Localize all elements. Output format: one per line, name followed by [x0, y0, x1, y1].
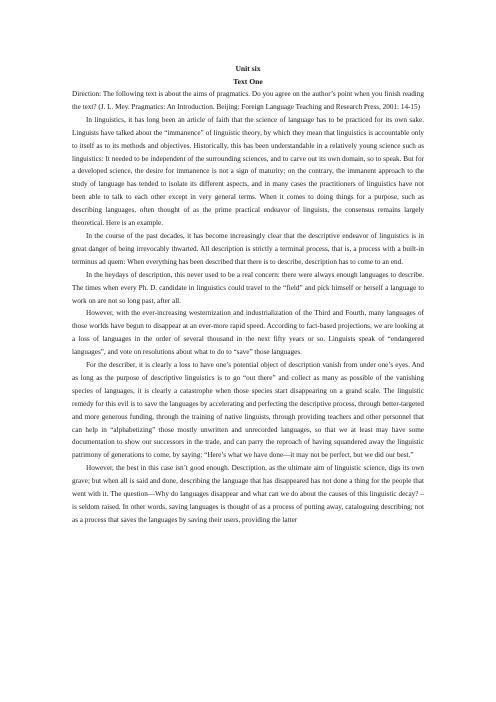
direction-paragraph: Direction: The following text is about the aims of pragmatics. Do you agree on the author’s point when you finish reading the text? (J. L. Mey. Pragmatics: An Introduction. Beijing: Foreign Language Teaching and Research Press, 2001: 14-15) — [72, 90, 424, 111]
body-paragraph-1: In linguistics, it has long been an article of faith that the science of language has to be practiced for its own sake. Linguists have talked about the “immanence” of linguistic theory, by which they mean that linguistics is accountable only to itself as to its methods and objectives. Historically, this has been understandable in a relatively young science such as linguistics: It needed to be independent of the surrounding sciences, and to carve out its own domain, so to speak. But for a developed science, the desire for immanence is not a sign of maturity; on the contrary, the immanent approach to the study of language has tended to isolate its different aspects, and in many cases the practitioners of linguistics have not been able to talk to each other except in very general terms. When it comes to doing things for a purpose, such as describing languages, often thought of as the prime practical endeavor of linguists, the consensus remains largely theoretical. Here is an example. — [72, 115, 424, 228]
unit-title: Unit six — [235, 64, 261, 73]
body-paragraph-6: However, the best in this case isn’t good enough. Description, as the ultimate aim of linguistic science, digs its own grave; but when all is said and done, describing the language that has disappeared has not done a thing for the people that went with it. The question—Why do languages disappear and what can we do about the causes of this linguistic decay? –is seldom raised. In other words, saving languages is thought of as a process of putting away, cataloguing describing; not as a process that saves the languages by saving their users, providing the latter — [72, 464, 424, 524]
text-title: Text One — [233, 77, 263, 86]
body-paragraph-4: However, with the ever-increasing westernization and industrialization of the Third and Fourth, many languages of those worlds have begun to disappear at an ever-more rapid speed. According to fact-based projections, we are looking at a loss of languages in the order of several thousand in the next fifty years or so. Linguists speak of “endangered languages”, and vote on resolutions about what to do to “save” those languages. — [72, 309, 424, 357]
body-paragraph-3: In the heydays of description, this never used to be a real concern: there were always enough languages to describe. The times when every Ph. D. candidate in linguistics could travel to the “field” and pick himself or herself a language to work on are not so long past, after all. — [72, 270, 424, 305]
body-paragraph-2: In the course of the past decades, it has become increasingly clear that the descriptive endeavor of linguistics is in great danger of being irrevocably thwarted. All description is strictly a terminal process, that is, a process with a built-in terminus ad quem: When everything has been described that there is to describe, description has to come to an end. — [72, 231, 424, 266]
body-paragraph-5: For the describer, it is clearly a loss to have one’s potential object of description vanish from under one’s eyes. And as long as the purpose of descriptive linguistics is to go “out there” and collect as many as possible of the vanishing species of languages, it is clearly a catastrophe when those species start disappearing on a grand scale. The linguistic remedy for this evil is to save the languages by accelerating and perfecting the descriptive process, through better-targeted and more generous funding, through the training of native linguists, through providing teachers and other personnel that can help in “alphabetizing” those mostly unwritten and unrecorded languages, so that we at least may have some documentation to show our successors in the trade, and can parry the reproach of having squandered away the linguistic patrimony of generations to come, by saying: “Here’s what we have done—it may not be perfect, but we did our best.” — [72, 361, 424, 460]
